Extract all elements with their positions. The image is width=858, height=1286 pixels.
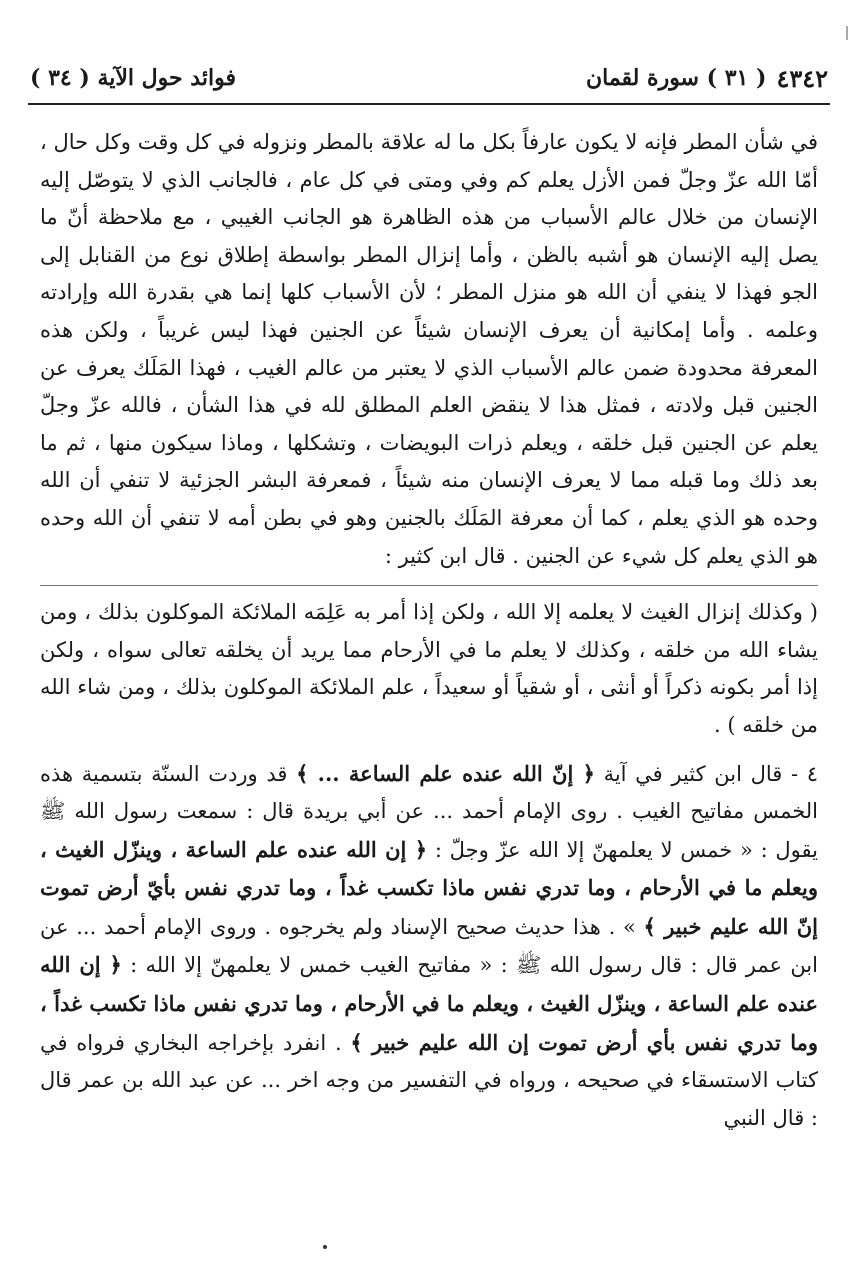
quran-citation-3: ﴿ إن الله عنده علم الساعة ، وينزّل الغيث ، ويعلم ما في الأرحام ، وما تدري نفس ماذا تكسب غداً ، وما تدري نفس بأي أرض تموت إن الله عليم خبير ﴾ [40, 952, 818, 1055]
section-4-intro: ٤ - قال ابن كثير في آية [594, 761, 818, 786]
surah-reference: ( ٣١ ) سورة لقمان [585, 65, 767, 91]
quran-citation-2: ﴿ إن الله عنده علم الساعة ، وينزّل الغيث ، ويعلم ما في الأرحام ، وما تدري نفس ماذا تكسب غداً ، وما تدري نفس بأيّ أرض تموت إنّ الله عليم خبير ﴾ [40, 836, 818, 939]
section-4-text-2: » . هذا حديث صحيح الإسناد ولم يخرجوه . وروى الإمام أحمد ... عن ابن عمر قال : قال رسول الله ﷺ : « مفاتيح الغيب خمس لا يعلمهنّ إلا الله : [40, 914, 818, 978]
quran-citation-1: ﴿ إنّ الله عنده علم الساعة ... ﴾ [296, 760, 595, 786]
paragraph-main: في شأن المطر فإنه لا يكون عارفاً بكل ما له علاقة بالمطر ونزوله في كل وقت وكل حال ، أمّا الله عزّ وجلّ فمن الأزل يعلم كم وفي ومتى في كل عام ، فالجانب الذي لا يتوصّل إليه الإنسان من خلال عالم الأسباب من هذه الظاهرة هو الجانب الغيبي ، مع ملاحظة أنّ ما يصل إليه الإنسان هو أشبه بالظن ، وأما إنزال المطر بواسطة إطلاق نوع من القنابل إلى الجو فهذا لا ينفي أن الله هو منزل المطر ؛ لأن الأسباب كلها إنما هي بقدرة الله وإرادته وعلمه . وأما إمكانية أن يعرف الإنسان شيئاً عن الجنين فهذا ليس غريباً ، ولكن هذه المعرفة محدودة ضمن عالم الأسباب الذي لا يعتبر من عالم الغيب ، فهذا المَلَك يعرف عن الجنين قبل ولادته ، فمثل هذا لا ينقض العلم المطلق لله في هذا الشأن ، فالله عزّ وجلّ يعلم عن الجنين قبل خلقه ، ويعلم ذرات البويضات ، وتشكلها ، وماذا سيكون منها ، ثم ما بعد ذلك وما قبله مما لا يعرف الإنسان منه شيئاً ، فمعرفة البشر الجزئية لا تنفي أن الله وحده هو الذي يعلم ، كما أن معرفة المَلَك بالجنين وهو في بطن أمه لا تنفي أن الله وحده هو الذي يعلم كل شيء عن الجنين . قال ابن كثير : [40, 130, 818, 568]
page-header [30, 58, 828, 98]
section-4 [40, 755, 818, 1138]
section-4-text-3: . انفرد بإخراجه البخاري فرواه في كتاب الاستسقاء في صحيحه ، ورواه في التفسير من وجه اخر ... عن عبد الله بن عمر قال : قال النبي [40, 1030, 818, 1130]
section-4-text-1: قد وردت السنّة بتسمية هذه الخمس مفاتيح الغيب . روى الإمام أحمد ... عن أبي بريدة قال : سمعت رسول الله ﷺ يقول : « خمس لا يعلمهنّ إلا الله عزّ وجلّ : [40, 761, 818, 862]
page-body [40, 124, 818, 1137]
page-number: ٤٣٤٢ [776, 63, 828, 93]
header-right [586, 64, 828, 93]
footer-dot [323, 1245, 327, 1249]
section-title: فوائد حول الآية ( ٣٤ ) [30, 65, 236, 91]
margin-mark [846, 26, 848, 40]
header-rule [28, 103, 830, 105]
ibn-kathir-quote: ( وكذلك إنزال الغيث لا يعلمه إلا الله ، ولكن إذا أمر به عَلِمَه الملائكة الموكلون بذلك ، ومن يشاء الله من خلقه ، وكذلك لا يعلم ما في الأرحام مما يريد أن يخلقه تعالى سواه ، ولكن إذا أمر بكونه ذكراً أو أنثى ، أو شقياً أو سعيداً ، علم الملائكة الموكلون بذلك ، ومن شاء الله من خلقه ) . [40, 585, 818, 744]
